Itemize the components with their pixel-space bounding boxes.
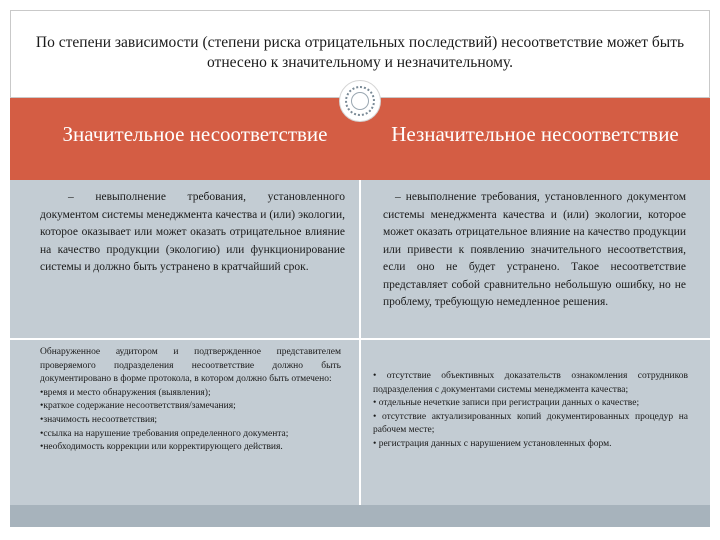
insignificant-detail-item: • отдельные нечеткие записи при регистрации данных о качестве; bbox=[373, 398, 640, 409]
significant-detail-item: •значимость несоответствия; bbox=[40, 414, 158, 425]
significant-detail-item: •необходимость коррекции или корректирующего действия. bbox=[40, 442, 283, 453]
insignificant-definition: – невыполнение требования, установленного документом системы менеджмента качества и (или) экологии, которое может оказать отрицательное влияние на качество продукции или привести к появлению значительного несоответствия, если оно не будет устранено. Такое несоответствие представляет собой сравнительно небольшую ошибку, но не проблему, требующую немедленное решения. bbox=[383, 191, 686, 308]
slide-title: По степени зависимости (степени риска отрицательных последствий) несоответствие может быть отнесено к значительному и незначительному. bbox=[35, 34, 685, 71]
significant-detail-item: •ссылка на нарушение требования определенного документа; bbox=[40, 428, 289, 439]
significant-definition: – невыполнение требования, установленного документом системы менеджмента качества и (или) экологии, которое оказывает или может оказать отрицательное влияние на качество продукции (экологию) или функционирование системы и должно быть устранено в кратчайший срок. bbox=[40, 191, 345, 273]
significant-details-cell bbox=[10, 340, 359, 505]
significant-definition-cell bbox=[10, 180, 359, 338]
insignificant-details-cell bbox=[361, 340, 710, 505]
significant-detail-item: Обнаруженное аудитором и подтвержденное представителем проверяемого подразделения несоответствие должно быть документировано в форме протокола, в котором должно быть отмечено: bbox=[40, 347, 341, 385]
heading-significant: Значительное несоответствие bbox=[62, 122, 328, 146]
insignificant-definition-cell bbox=[361, 180, 710, 338]
heading-insignificant: Незначительное несоответствие bbox=[391, 122, 679, 146]
ornament-ring bbox=[345, 86, 375, 116]
insignificant-detail-item: • отсутствие объективных доказательств ознакомления сотрудников подразделения с документами системы менеджмента качества; bbox=[373, 371, 688, 395]
footer-bar bbox=[10, 505, 710, 527]
ornament-circle-icon bbox=[339, 80, 381, 122]
significant-detail-item: •время и место обнаружения (выявления); bbox=[40, 387, 211, 398]
insignificant-detail-item: • отсутствие актуализированных копий документированных процедур на рабочем месте; bbox=[373, 411, 688, 436]
insignificant-detail-item: • регистрация данных с нарушением установленных форм. bbox=[373, 438, 612, 449]
significant-detail-item: •краткое содержание несоответствия/замечания; bbox=[40, 401, 236, 412]
